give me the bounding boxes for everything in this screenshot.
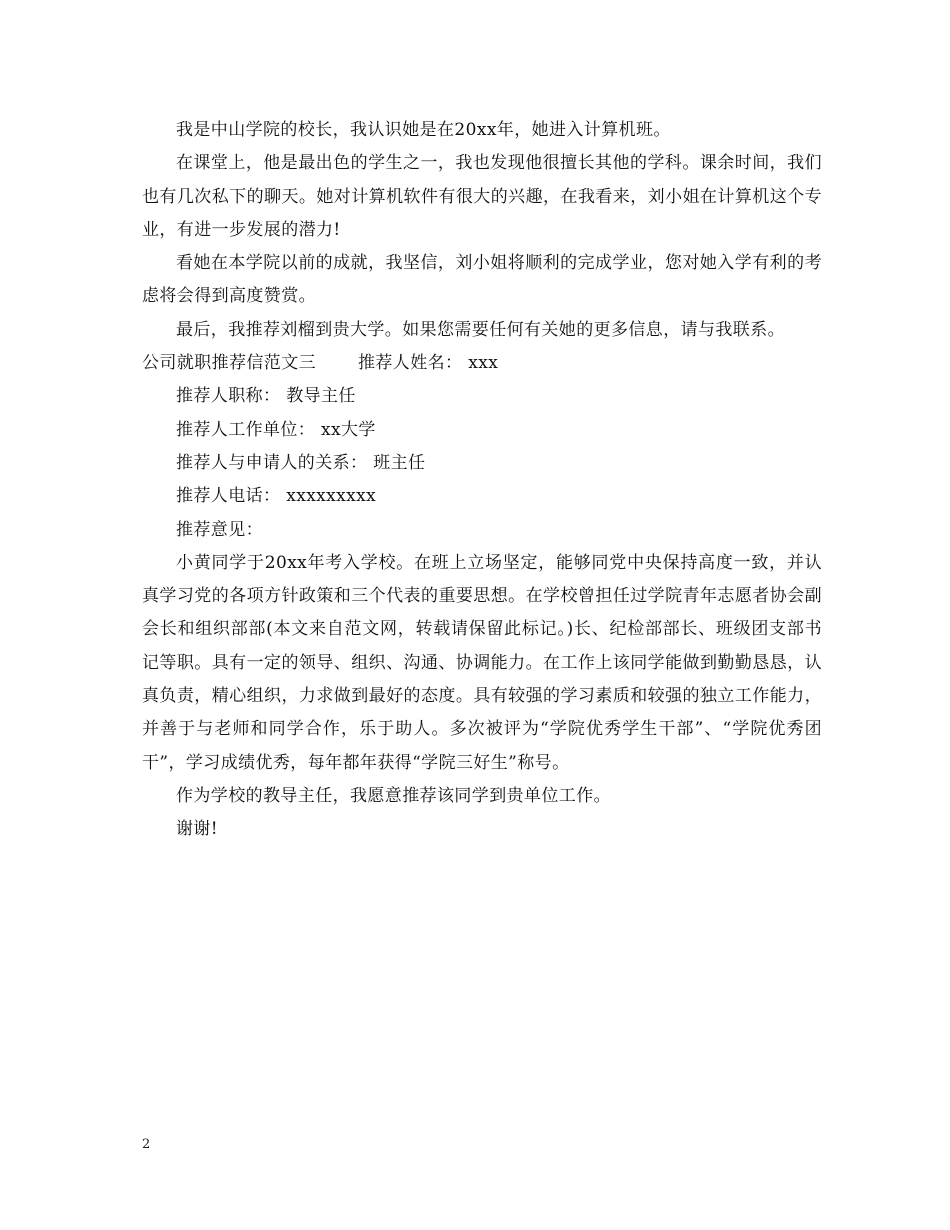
field-label: 推荐人与申请人的关系： (176, 452, 368, 473)
paragraph-opinion: 小黄同学于20xx年考入学校。在班上立场坚定，能够同党中央保持高度一致，并认真学习党的各项方针政策和三个代表的重要思想。在学校曾担任过学院青年志愿者协会副会长和组织部部(本文来自范文网，转载请保留此标记。)长、纪检部部长、班级团支部书记等职。具有一定的领导、组织、沟通、协调能力。在工作上该同学能做到勤勤恳恳，认真负责，精心组织，力求做到最好的态度。具有较强的学习素质和较强的独立工作能力，并善于与老师和同学合作，乐于助人。多次被评为“学院优秀学生干部”、“学院优秀团干”，学习成绩优秀，每年都年获得“学院三好生”称号。 (142, 552, 822, 773)
field-value: 班主任 (373, 452, 426, 473)
paragraph-closing: 最后，我推荐刘榴到贵大学。如果您需要任何有关她的更多信息，请与我联系。 (176, 319, 785, 340)
field-label: 推荐人工作单位： (176, 419, 316, 440)
paragraph-classroom: 在课堂上，他是最出色的学生之一，我也发现他很擅长其他的学科。课余时间，我们也有几次私下的聊天。她对计算机软件有很大的兴趣，在我看来，刘小姐在计算机这个专业，有进一步发展的潜力! (142, 153, 822, 240)
letter-body (142, 114, 822, 847)
recommender-name-value: xxx (468, 353, 499, 374)
field-phone (142, 480, 822, 513)
paragraph-intro: 我是中山学院的校长，我认识她是在20xx年，她进入计算机班。 (176, 120, 671, 140)
paragraph-thanks: 谢谢! (176, 819, 219, 840)
paragraph-recommend: 作为学校的教导主任，我愿意推荐该同学到贵单位工作。 (176, 785, 611, 806)
field-label: 推荐人职称： (176, 386, 281, 407)
field-value: 教导主任 (286, 386, 356, 407)
field-value: xxxxxxxxx (286, 486, 377, 507)
field-work-unit (142, 414, 822, 447)
field-value: xx大学 (321, 419, 376, 440)
section-title: 公司就职推荐信范文三 (142, 353, 316, 374)
page-number: 2 (142, 1137, 151, 1152)
section-title-line (142, 347, 822, 380)
paragraph-achievement: 看她在本学院以前的成就，我坚信，刘小姐将顺利的完成学业，您对她入学有利的考虑将会得到高度赞赏。 (142, 253, 822, 307)
field-relationship (142, 447, 822, 480)
field-label: 推荐人电话： (176, 486, 281, 507)
opinion-label: 推荐意见： (176, 519, 263, 540)
field-title (142, 380, 822, 413)
recommender-name-label: 推荐人姓名： (358, 353, 463, 374)
